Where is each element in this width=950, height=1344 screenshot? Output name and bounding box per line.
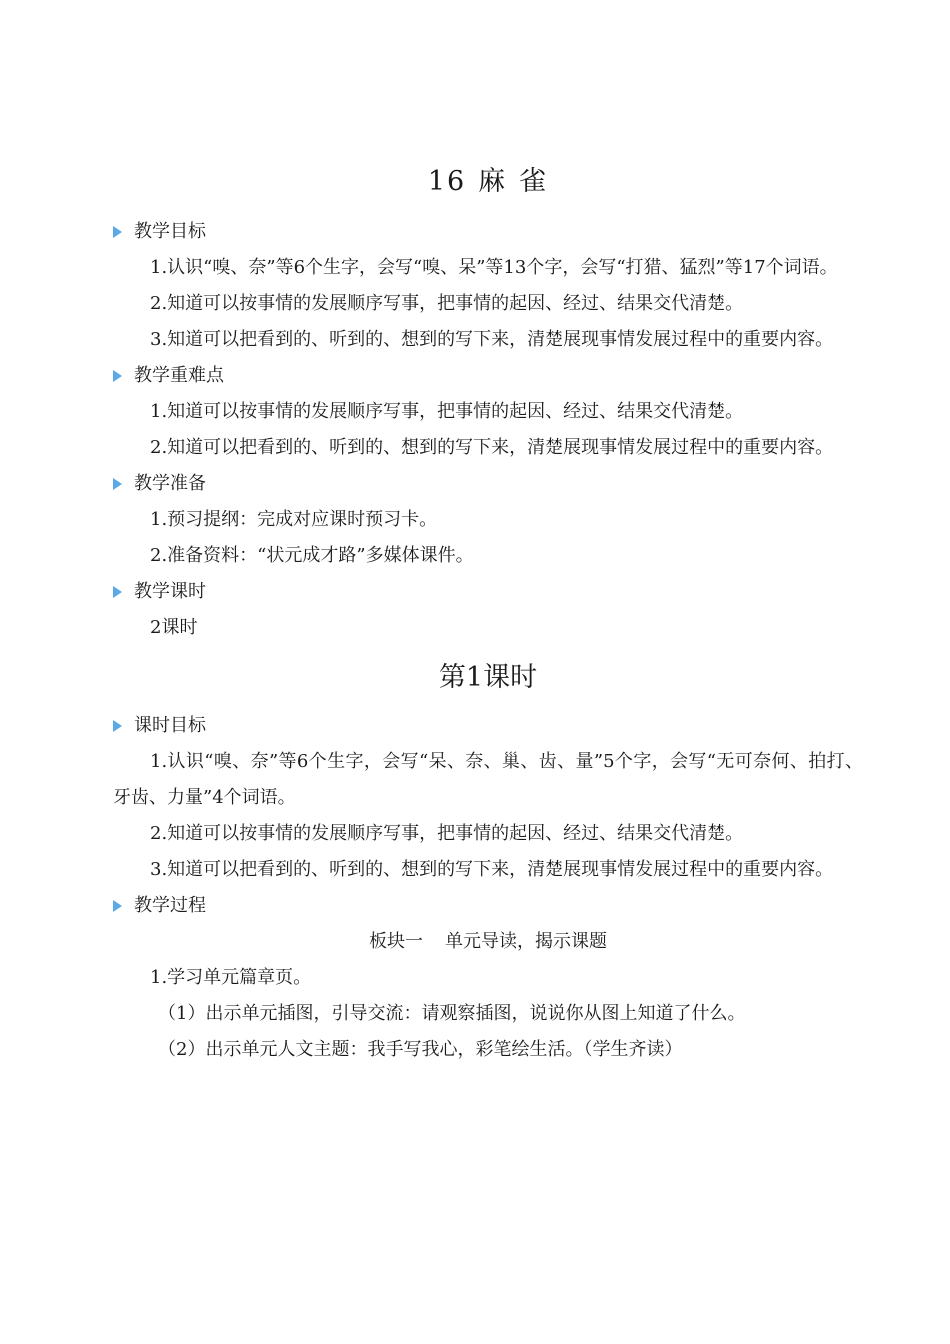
page-title <box>113 160 863 204</box>
process-sub-item-2: （2）出示单元人文主题：我手写我心，彩笔绘生活。（学生齐读） <box>158 1039 683 1060</box>
preparation-item-1: 1.预习提纲：完成对应课时预习卡。 <box>150 509 438 530</box>
section-heading-process <box>113 888 863 924</box>
section-heading-key-points <box>113 358 863 394</box>
section-heading-text: 教学重难点 <box>134 365 224 386</box>
section-heading-periods <box>113 574 863 610</box>
lesson-goal-item-2: 2.知道可以按事情的发展顺序写事，把事情的起因、经过、结果交代清楚。 <box>150 823 744 844</box>
triangle-bullet-icon <box>113 226 122 238</box>
preparation-item-2: 2.准备资料：“状元成才路”多媒体课件。 <box>150 545 474 566</box>
lesson-title: 第1课时 <box>438 662 538 693</box>
document-page <box>113 160 863 1068</box>
lesson-goal-item-3: 3.知道可以把看到的、听到的、想到的写下来，清楚展现事情发展过程中的重要内容。 <box>150 859 834 880</box>
section-heading-lesson-goals <box>113 708 863 744</box>
block-label: 板块一 <box>369 931 423 952</box>
goal-item-3: 3.知道可以把看到的、听到的、想到的写下来，清楚展现事情发展过程中的重要内容。 <box>150 329 834 350</box>
section-heading-text: 教学课时 <box>134 581 206 602</box>
triangle-bullet-icon <box>113 900 122 912</box>
triangle-bullet-icon <box>113 720 122 732</box>
key-point-item-1: 1.知道可以按事情的发展顺序写事，把事情的起因、经过、结果交代清楚。 <box>150 401 744 422</box>
section-heading-text: 教学过程 <box>134 895 206 916</box>
triangle-bullet-icon <box>113 370 122 382</box>
goal-item-2: 2.知道可以按事情的发展顺序写事，把事情的起因、经过、结果交代清楚。 <box>150 293 744 314</box>
block-title: 单元导读，揭示课题 <box>445 931 607 952</box>
lesson-number: 16 <box>427 166 467 197</box>
block-heading <box>113 924 863 960</box>
title-char-2: 雀 <box>519 166 549 197</box>
section-heading-preparation <box>113 466 863 502</box>
process-step-1: 1.学习单元篇章页。 <box>150 967 312 988</box>
key-point-item-2: 2.知道可以把看到的、听到的、想到的写下来，清楚展现事情发展过程中的重要内容。 <box>150 437 834 458</box>
title-char-1: 麻 <box>478 166 508 197</box>
section-heading-text: 教学准备 <box>134 473 206 494</box>
triangle-bullet-icon <box>113 586 122 598</box>
section-heading-text: 课时目标 <box>134 715 206 736</box>
goal-item-1: 1.认识“嗅、奈”等6个生字，会写“嗅、呆”等13个字，会写“打猎、猛烈”等17个词语。 <box>150 257 838 278</box>
triangle-bullet-icon <box>113 478 122 490</box>
lesson-goal-item-1: 1.认识“嗅、奈”等6个生字，会写“呆、奈、巢、齿、量”5个字，会写“无可奈何、拍打、牙齿、力量”4个词语。 <box>113 751 863 808</box>
process-sub-item-1: （1）出示单元插图，引导交流：请观察插图，说说你从图上知道了什么。 <box>158 1003 746 1024</box>
section-heading-goals <box>113 214 863 250</box>
section-heading-text: 教学目标 <box>134 221 206 242</box>
periods-item-1: 2课时 <box>150 617 198 638</box>
